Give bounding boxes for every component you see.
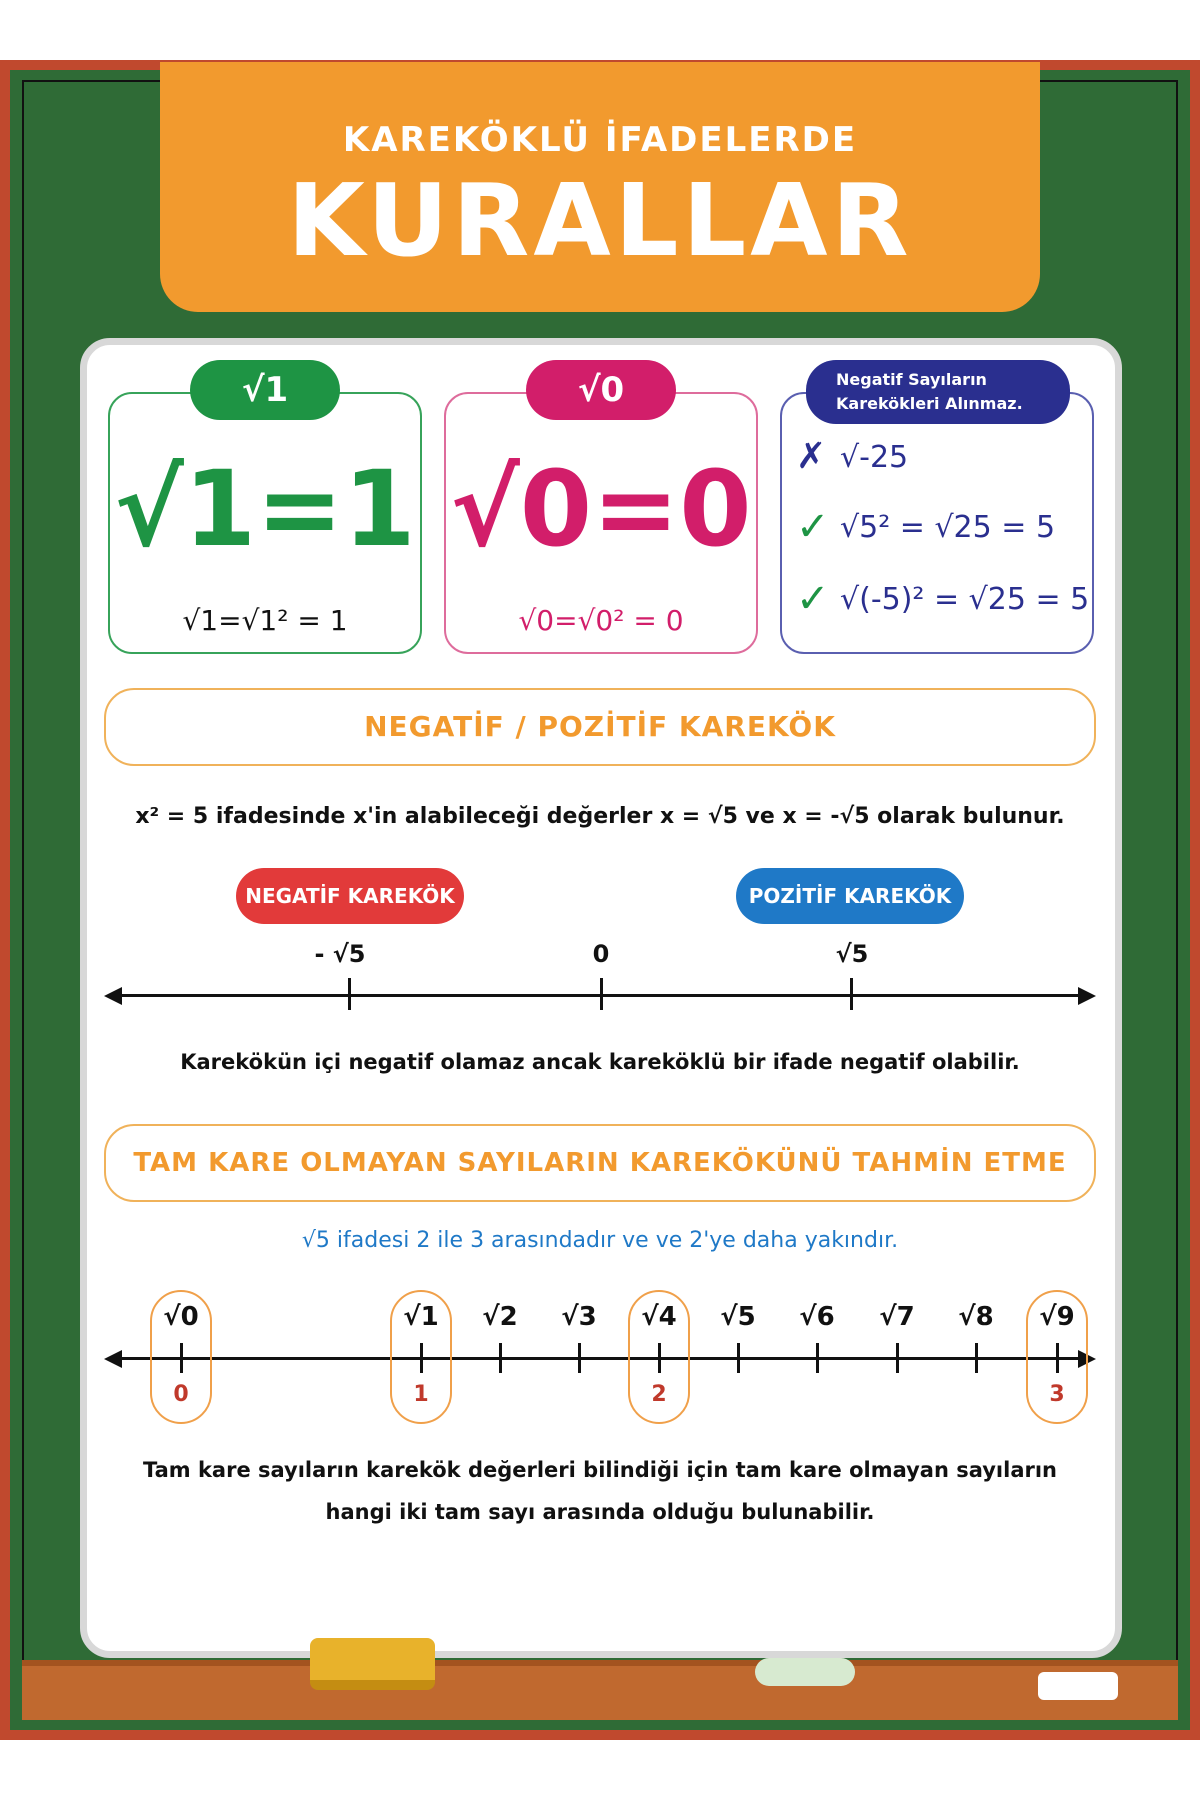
estimate-tick-value: 2 [651,1382,667,1407]
negative-root-label: NEGATİF KAREKÖK [236,868,464,924]
big-formula-zero: √0=0 [450,448,752,570]
tick-label-positive-root: √5 [835,940,869,968]
estimate-tick-label: √1 [403,1302,439,1332]
estimate-tick-mark [420,1343,423,1373]
tick-negative-root [348,978,351,1010]
arrow-left-icon [104,1350,122,1368]
tag-negative-roots: Negatif Sayıların Karekökleri Alınmaz. [806,360,1070,424]
arrow-left-icon [104,987,122,1005]
estimate-tick-mark [578,1343,581,1373]
estimate-tick-value: 3 [1049,1382,1065,1407]
row-mark-x: ✗ [796,436,827,477]
estimate-tick-mark [896,1343,899,1373]
row-formula-negative: √-25 [840,440,909,475]
estimate-tick-label: √2 [482,1302,518,1332]
positive-root-label: POZİTİF KAREKÖK [736,868,964,924]
publisher-logo [1038,1672,1118,1700]
estimate-tick-label: √4 [641,1302,677,1332]
header-title: KURALLAR [287,162,913,279]
estimate-tick-mark [1056,1343,1059,1373]
tick-label-zero: 0 [592,940,610,968]
estimation-hint: √5 ifadesi 2 ile 3 arasındadır ve ve 2'ye daha yakındır. [301,1228,899,1253]
big-formula-one: √1=1 [114,448,416,570]
estimate-tick-mark [975,1343,978,1373]
estimate-tick-label: √7 [879,1302,915,1332]
number-line-2 [120,1357,1080,1360]
tick-zero [600,978,603,1010]
row-mark-check-1: ✓ [796,504,830,550]
estimate-tick-value: 0 [173,1382,189,1407]
small-formula-one: √1=√1² = 1 [182,604,348,637]
estimate-tick-label: √9 [1039,1302,1075,1332]
estimate-tick-label: √0 [163,1302,199,1332]
estimate-tick-label: √8 [958,1302,994,1332]
small-formula-zero: √0=√0² = 0 [518,604,684,637]
row-mark-check-2: ✓ [796,576,830,622]
section-estimation-title: TAM KARE OLMAYAN SAYILARIN KAREKÖKÜNÜ TAHMİN ETME [104,1124,1096,1202]
row-formula-negative-square: √(-5)² = √25 = 5 [840,582,1090,617]
row-formula-square: √5² = √25 = 5 [840,510,1056,545]
estimate-tick-mark [816,1343,819,1373]
section-negative-positive-title: NEGATİF / POZİTİF KAREKÖK [104,688,1096,766]
estimate-tick-mark [499,1343,502,1373]
statement-x-squared: x² = 5 ifadesinde x'in alabileceği değerler x = √5 ve x = -√5 olarak bulunur. [135,804,1065,829]
tick-positive-root [850,978,853,1010]
estimate-tick-mark [658,1343,661,1373]
tag-root-one: √1 [190,360,340,420]
eraser-icon [310,1638,435,1690]
tag-root-zero: √0 [526,360,676,420]
estimate-tick-label: √6 [799,1302,835,1332]
estimate-tick-label: √5 [720,1302,756,1332]
header-banner [160,62,1040,312]
header-subtitle: KAREKÖKLÜ İFADELERDE [342,120,858,160]
estimate-tick-mark [180,1343,183,1373]
estimate-tick-mark [737,1343,740,1373]
estimate-tick-value: 1 [413,1382,429,1407]
conclusion-line-1: Tam kare sayıların karekök değerleri bilindiği için tam kare olmayan sayıların [142,1458,1058,1482]
note-negative-inside: Karekökün içi negatif olamaz ancak kareköklü bir ifade negatif olabilir. [180,1050,1020,1074]
tick-label-negative-root: - √5 [314,940,366,968]
chalk-icon [755,1658,855,1686]
conclusion-line-2: hangi iki tam sayı arasında olduğu bulunabilir. [325,1500,875,1524]
arrow-right-icon [1078,987,1096,1005]
chalk-tray [22,1660,1178,1720]
estimate-tick-label: √3 [561,1302,597,1332]
